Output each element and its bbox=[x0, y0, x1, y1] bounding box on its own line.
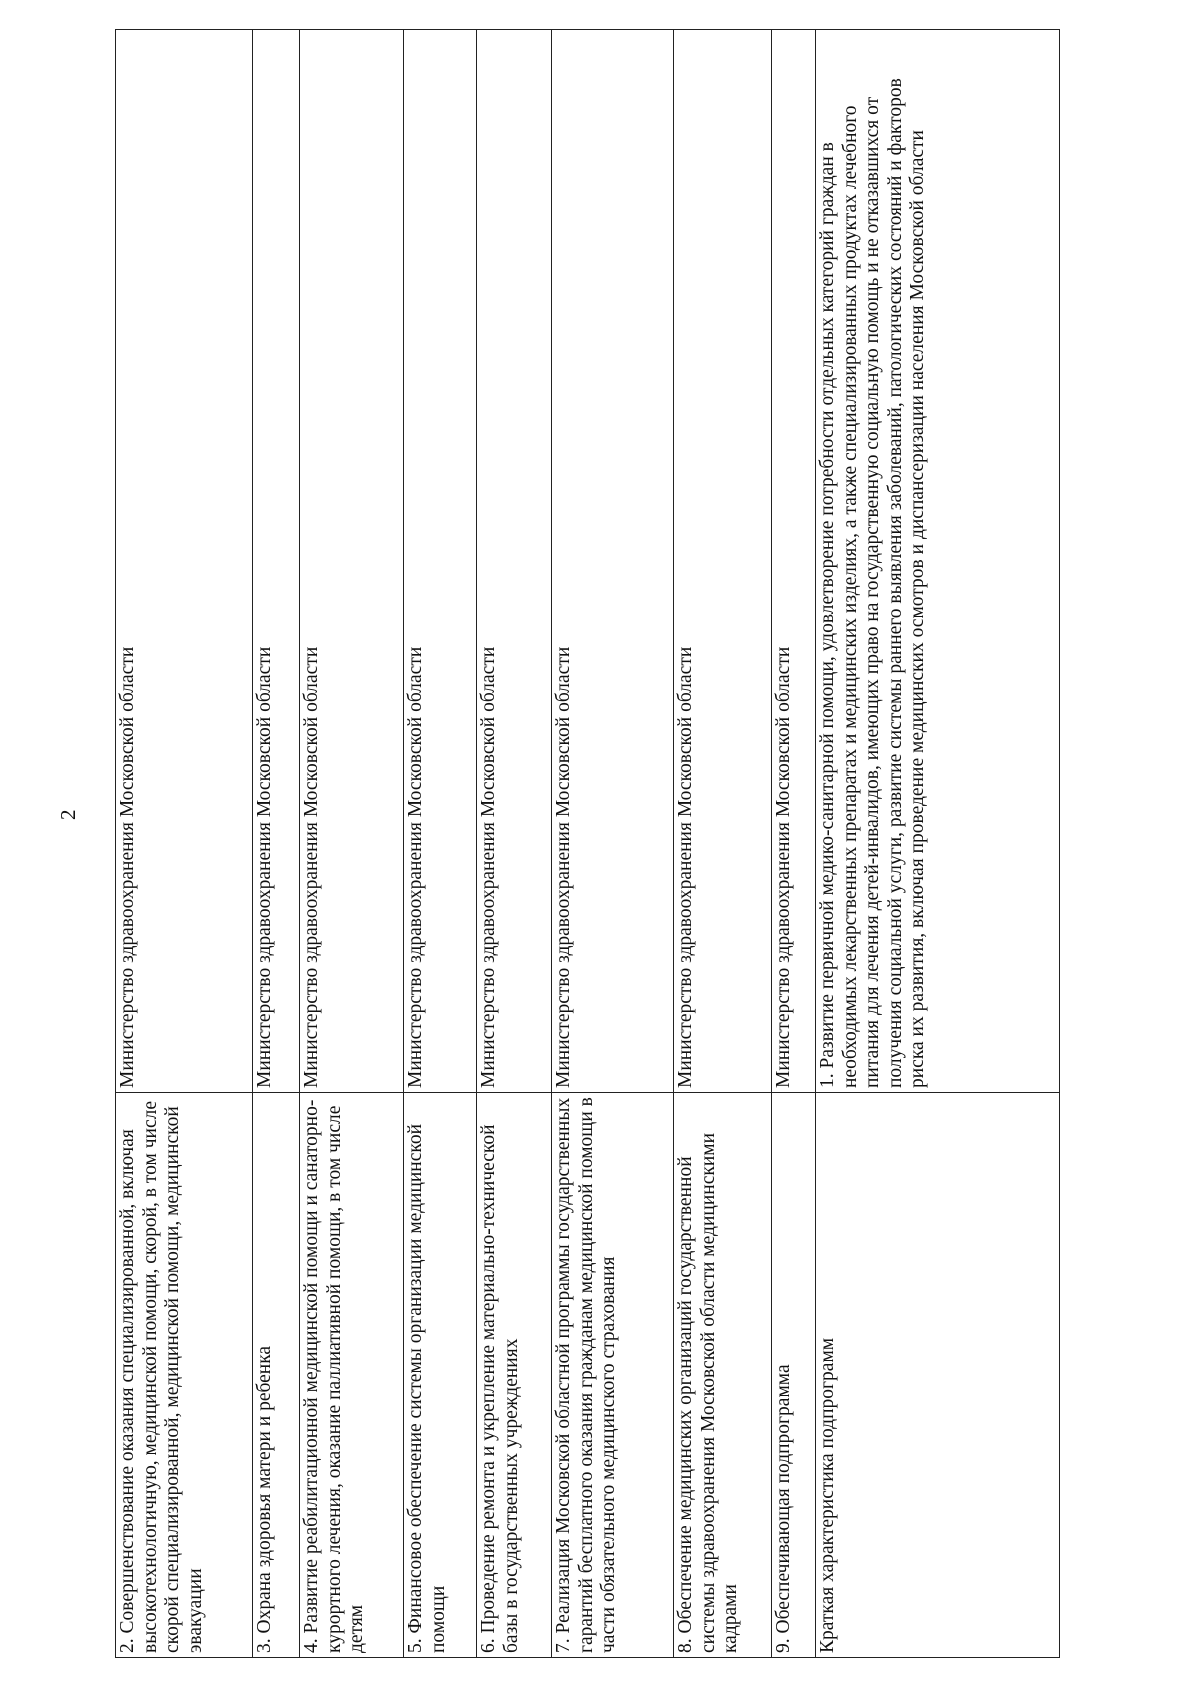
row-label-cell: 2. Совершенствование оказания специализированной, включая высокотехнологичную, медицинской помощи, скорой, в том числе скорой специализированной, медицинской помощи, медицинской эвакуации bbox=[116, 1093, 253, 1658]
row-value-cell: Министерство здравоохранения Московской области bbox=[253, 30, 300, 1093]
subprogram-table bbox=[115, 29, 1060, 1658]
table-row bbox=[772, 30, 816, 1658]
row-label-cell: 3. Охрана здоровья матери и ребенка bbox=[253, 1093, 300, 1658]
table-row bbox=[404, 30, 477, 1658]
table-row bbox=[552, 30, 674, 1658]
row-label-cell: Краткая характеристика подпрограмм bbox=[816, 1093, 1060, 1658]
row-value-cell: Министерство здравоохранения Московской области bbox=[404, 30, 477, 1093]
row-label-cell: 9. Обеспечивающая подпрограмма bbox=[772, 1093, 816, 1658]
page-number: 2 bbox=[56, 809, 80, 820]
table-row bbox=[253, 30, 300, 1658]
row-value-cell: Министерство здравоохранения Московской области bbox=[552, 30, 674, 1093]
rotated-page-content bbox=[115, 30, 1059, 1658]
row-label-cell: 5. Финансовое обеспечение системы организации медицинской помощи bbox=[404, 1093, 477, 1658]
row-label-cell: 8. Обеспечение медицинских организаций государственной системы здравоохранения Московской области медицинскими кадрами bbox=[674, 1093, 772, 1658]
table-row bbox=[816, 30, 1060, 1658]
table-row bbox=[674, 30, 772, 1658]
row-value-cell: 1. Развитие первичной медико-санитарной помощи, удовлетворение потребности отдельных категорий граждан в необходимых лекарственных препаратах и медицинских изделиях, а также специализированных продуктах лечебного питания для лечения детей-инвалидов, имеющих право на государственную социальную помощь и не отказавшихся от получения социальной услуги, развитие системы раннего выявления заболеваний, патологических состояний и факторов риска их развития, включая проведение медицинских осмотров и диспансеризации населения Московской области bbox=[816, 30, 1060, 1093]
row-label-cell: 4. Развитие реабилитационной медицинской помощи и санаторно-курортного лечения, оказание паллиативной помощи, в том числе детям bbox=[300, 1093, 404, 1658]
row-value-cell: Министерство здравоохранения Московской области bbox=[300, 30, 404, 1093]
table-row bbox=[116, 30, 253, 1658]
row-value-cell: Министерство здравоохранения Московской области bbox=[674, 30, 772, 1093]
row-value-cell: Министерство здравоохранения Московской области bbox=[477, 30, 552, 1093]
row-label-cell: 6. Проведение ремонта и укрепление материально-технической базы в государственных учреждениях bbox=[477, 1093, 552, 1658]
row-value-cell: Министерство здравоохранения Московской области bbox=[116, 30, 253, 1093]
table-row bbox=[477, 30, 552, 1658]
row-value-cell: Министерство здравоохранения Московской области bbox=[772, 30, 816, 1093]
table-row bbox=[300, 30, 404, 1658]
row-label-cell: 7. Реализация Московской областной программы государственных гарантий бесплатного оказания гражданам медицинской помощи в части обязательного медицинского страхования bbox=[552, 1093, 674, 1658]
